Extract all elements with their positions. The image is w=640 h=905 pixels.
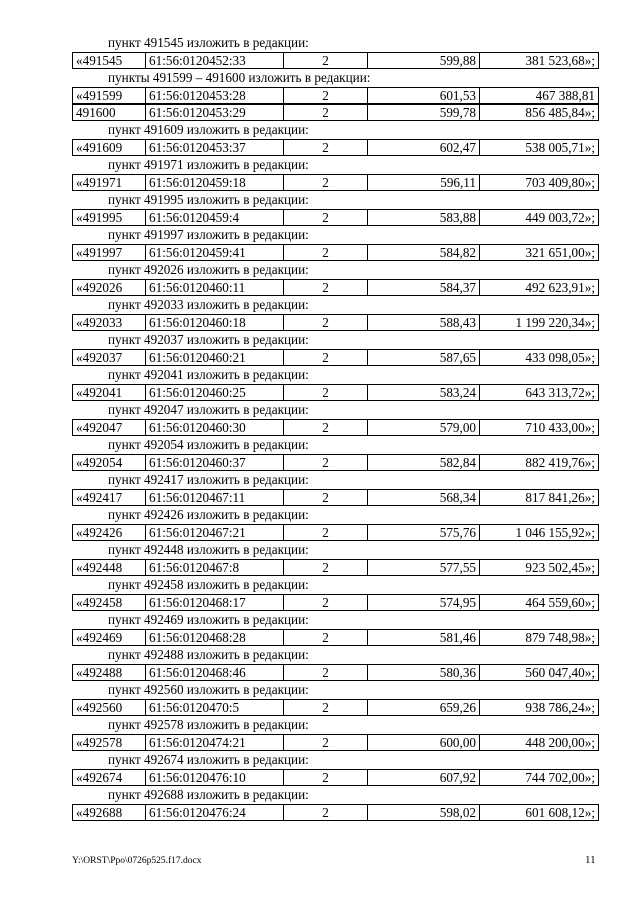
category-cell: 2 bbox=[284, 595, 368, 610]
item-number-cell: «492033 bbox=[73, 315, 146, 330]
item-number-cell: «492578 bbox=[73, 735, 146, 750]
category-cell: 2 bbox=[284, 420, 368, 435]
amendment-heading: пункт 492054 изложить в редакции: bbox=[108, 437, 309, 452]
cadastral-number-cell: 61:56:0120468:17 bbox=[146, 595, 284, 610]
area-cell: 599,78 bbox=[368, 105, 480, 120]
amendment-heading: пункт 492041 изложить в редакции: bbox=[108, 367, 309, 382]
area-cell: 587,65 bbox=[368, 350, 480, 365]
table-row bbox=[72, 559, 599, 576]
value-cell: 938 786,24»; bbox=[525, 700, 595, 715]
item-number-cell: «492560 bbox=[73, 700, 146, 715]
area-cell: 596,11 bbox=[368, 175, 480, 190]
value-cell: 817 841,26»; bbox=[525, 490, 595, 505]
item-number-cell: «491971 bbox=[73, 175, 146, 190]
category-cell: 2 bbox=[284, 805, 368, 820]
category-cell: 2 bbox=[284, 735, 368, 750]
category-cell: 2 bbox=[284, 385, 368, 400]
area-cell: 583,88 bbox=[368, 210, 480, 225]
table-row bbox=[72, 769, 599, 786]
table-row bbox=[72, 174, 599, 191]
item-number-cell: «491599 bbox=[73, 88, 146, 103]
item-number-cell: «492469 bbox=[73, 630, 146, 645]
item-number-cell: «491609 bbox=[73, 140, 146, 155]
table-row bbox=[72, 139, 599, 156]
value-cell: 492 623,91»; bbox=[525, 280, 595, 295]
category-cell: 2 bbox=[284, 490, 368, 505]
table-row bbox=[72, 489, 599, 506]
amendment-heading: пункт 492469 изложить в редакции: bbox=[108, 612, 309, 627]
amendment-heading: пункт 491971 изложить в редакции: bbox=[108, 157, 309, 172]
category-cell: 2 bbox=[284, 280, 368, 295]
area-cell: 588,43 bbox=[368, 315, 480, 330]
category-cell: 2 bbox=[284, 560, 368, 575]
document-body bbox=[72, 34, 599, 821]
item-number-cell: «491997 bbox=[73, 245, 146, 260]
amendment-heading: пункт 492033 изложить в редакции: bbox=[108, 297, 309, 312]
value-cell: 448 200,00»; bbox=[525, 735, 595, 750]
amendment-heading: пункт 491997 изложить в редакции: bbox=[108, 227, 309, 242]
category-cell: 2 bbox=[284, 210, 368, 225]
amendment-heading: пункт 492037 изложить в редакции: bbox=[108, 332, 309, 347]
amendment-heading: пункт 492560 изложить в редакции: bbox=[108, 682, 309, 697]
item-number-cell: «492688 bbox=[73, 805, 146, 820]
item-number-cell: «492054 bbox=[73, 455, 146, 470]
amendment-heading: пункт 492458 изложить в редакции: bbox=[108, 577, 309, 592]
table-row bbox=[72, 104, 599, 121]
amendment-heading: пункт 492688 изложить в редакции: bbox=[108, 787, 309, 802]
cadastral-number-cell: 61:56:0120467:21 bbox=[146, 525, 284, 540]
value-cell: 538 005,71»; bbox=[525, 140, 595, 155]
cadastral-number-cell: 61:56:0120460:37 bbox=[146, 455, 284, 470]
area-cell: 598,02 bbox=[368, 805, 480, 820]
category-cell: 2 bbox=[284, 53, 368, 68]
area-cell: 599,88 bbox=[368, 53, 480, 68]
area-cell: 601,53 bbox=[368, 88, 480, 103]
cadastral-number-cell: 61:56:0120459:41 bbox=[146, 245, 284, 260]
cadastral-number-cell: 61:56:0120476:24 bbox=[146, 805, 284, 820]
category-cell: 2 bbox=[284, 105, 368, 120]
area-cell: 602,47 bbox=[368, 140, 480, 155]
table-row bbox=[72, 629, 599, 646]
cadastral-number-cell: 61:56:0120470:5 bbox=[146, 700, 284, 715]
item-number-cell: «492026 bbox=[73, 280, 146, 295]
cadastral-number-cell: 61:56:0120460:30 bbox=[146, 420, 284, 435]
area-cell: 577,55 bbox=[368, 560, 480, 575]
cadastral-number-cell: 61:56:0120453:37 bbox=[146, 140, 284, 155]
file-path: Y:\ORST\Ppo\0726p525.f17.docx bbox=[72, 856, 202, 866]
page-number: 11 bbox=[585, 854, 596, 866]
amendment-heading: пункт 492417 изложить в редакции: bbox=[108, 472, 309, 487]
item-number-cell: «491545 bbox=[73, 53, 146, 68]
item-number-cell: «492448 bbox=[73, 560, 146, 575]
area-cell: 583,24 bbox=[368, 385, 480, 400]
item-number-cell: «492674 bbox=[73, 770, 146, 785]
category-cell: 2 bbox=[284, 525, 368, 540]
amendment-heading: пункт 491995 изложить в редакции: bbox=[108, 192, 309, 207]
value-cell: 879 748,98»; bbox=[525, 630, 595, 645]
cadastral-number-cell: 61:56:0120452:33 bbox=[146, 53, 284, 68]
cadastral-number-cell: 61:56:0120459:18 bbox=[146, 175, 284, 190]
table-row bbox=[72, 594, 599, 611]
item-number-cell: «492417 bbox=[73, 490, 146, 505]
category-cell: 2 bbox=[284, 245, 368, 260]
category-cell: 2 bbox=[284, 770, 368, 785]
amendment-heading: пункт 492026 изложить в редакции: bbox=[108, 262, 309, 277]
table-row bbox=[72, 279, 599, 296]
area-cell: 659,26 bbox=[368, 700, 480, 715]
item-number-cell: «492426 bbox=[73, 525, 146, 540]
table-row bbox=[72, 699, 599, 716]
cadastral-number-cell: 61:56:0120460:11 bbox=[146, 280, 284, 295]
item-number-cell: «492041 bbox=[73, 385, 146, 400]
page-footer bbox=[0, 852, 640, 870]
amendment-heading: пункт 492426 изложить в редакции: bbox=[108, 507, 309, 522]
item-number-cell: 491600 bbox=[73, 105, 146, 120]
category-cell: 2 bbox=[284, 315, 368, 330]
category-cell: 2 bbox=[284, 630, 368, 645]
area-cell: 580,36 bbox=[368, 665, 480, 680]
area-cell: 607,92 bbox=[368, 770, 480, 785]
amendment-heading: пункт 492488 изложить в редакции: bbox=[108, 647, 309, 662]
cadastral-number-cell: 61:56:0120453:29 bbox=[146, 105, 284, 120]
cadastral-number-cell: 61:56:0120474:21 bbox=[146, 735, 284, 750]
value-cell: 1 046 155,92»; bbox=[515, 525, 595, 540]
area-cell: 568,34 bbox=[368, 490, 480, 505]
table-row bbox=[72, 419, 599, 436]
value-cell: 1 199 220,34»; bbox=[515, 315, 595, 330]
amendment-heading: пункт 491609 изложить в редакции: bbox=[108, 122, 309, 137]
table-row bbox=[72, 454, 599, 471]
value-cell: 703 409,80»; bbox=[525, 175, 595, 190]
table-row bbox=[72, 349, 599, 366]
cadastral-number-cell: 61:56:0120468:46 bbox=[146, 665, 284, 680]
table-row bbox=[72, 524, 599, 541]
table-row bbox=[72, 804, 599, 821]
area-cell: 575,76 bbox=[368, 525, 480, 540]
amendment-heading: пункт 492047 изложить в редакции: bbox=[108, 402, 309, 417]
cadastral-number-cell: 61:56:0120460:25 bbox=[146, 385, 284, 400]
value-cell: 882 419,76»; bbox=[525, 455, 595, 470]
category-cell: 2 bbox=[284, 700, 368, 715]
value-cell: 449 003,72»; bbox=[525, 210, 595, 225]
value-cell: 643 313,72»; bbox=[525, 385, 595, 400]
table-row bbox=[72, 87, 599, 104]
area-cell: 584,82 bbox=[368, 245, 480, 260]
cadastral-number-cell: 61:56:0120460:18 bbox=[146, 315, 284, 330]
value-cell: 744 702,00»; bbox=[525, 770, 595, 785]
value-cell: 433 098,05»; bbox=[525, 350, 595, 365]
amendment-heading: пункт 492448 изложить в редакции: bbox=[108, 542, 309, 557]
table-row bbox=[72, 664, 599, 681]
area-cell: 600,00 bbox=[368, 735, 480, 750]
value-cell: 321 651,00»; bbox=[525, 245, 595, 260]
amendment-heading: пункты 491599 – 491600 изложить в редакции: bbox=[108, 70, 371, 85]
table-row bbox=[72, 734, 599, 751]
cadastral-number-cell: 61:56:0120460:21 bbox=[146, 350, 284, 365]
cadastral-number-cell: 61:56:0120453:28 bbox=[146, 88, 284, 103]
value-cell: 923 502,45»; bbox=[525, 560, 595, 575]
amendment-heading: пункт 492674 изложить в редакции: bbox=[108, 752, 309, 767]
value-cell: 381 523,68»; bbox=[525, 53, 595, 68]
cadastral-number-cell: 61:56:0120459:4 bbox=[146, 210, 284, 225]
value-cell: 601 608,12»; bbox=[525, 805, 595, 820]
category-cell: 2 bbox=[284, 455, 368, 470]
area-cell: 579,00 bbox=[368, 420, 480, 435]
category-cell: 2 bbox=[284, 175, 368, 190]
area-cell: 584,37 bbox=[368, 280, 480, 295]
category-cell: 2 bbox=[284, 140, 368, 155]
cadastral-number-cell: 61:56:0120468:28 bbox=[146, 630, 284, 645]
category-cell: 2 bbox=[284, 350, 368, 365]
value-cell: 467 388,81 bbox=[535, 88, 595, 103]
item-number-cell: «491995 bbox=[73, 210, 146, 225]
table-row bbox=[72, 209, 599, 226]
cadastral-number-cell: 61:56:0120467:11 bbox=[146, 490, 284, 505]
category-cell: 2 bbox=[284, 665, 368, 680]
item-number-cell: «492047 bbox=[73, 420, 146, 435]
item-number-cell: «492458 bbox=[73, 595, 146, 610]
category-cell: 2 bbox=[284, 88, 368, 103]
amendment-heading: пункт 491545 изложить в редакции: bbox=[108, 35, 309, 50]
table-row bbox=[72, 52, 599, 69]
table-row bbox=[72, 314, 599, 331]
value-cell: 560 047,40»; bbox=[525, 665, 595, 680]
cadastral-number-cell: 61:56:0120476:10 bbox=[146, 770, 284, 785]
amendment-heading: пункт 492578 изложить в редакции: bbox=[108, 717, 309, 732]
value-cell: 710 433,00»; bbox=[525, 420, 595, 435]
item-number-cell: «492037 bbox=[73, 350, 146, 365]
cadastral-number-cell: 61:56:0120467:8 bbox=[146, 560, 284, 575]
item-number-cell: «492488 bbox=[73, 665, 146, 680]
table-row bbox=[72, 244, 599, 261]
value-cell: 856 485,84»; bbox=[525, 105, 595, 120]
area-cell: 581,46 bbox=[368, 630, 480, 645]
table-row bbox=[72, 384, 599, 401]
area-cell: 574,95 bbox=[368, 595, 480, 610]
value-cell: 464 559,60»; bbox=[525, 595, 595, 610]
area-cell: 582,84 bbox=[368, 455, 480, 470]
